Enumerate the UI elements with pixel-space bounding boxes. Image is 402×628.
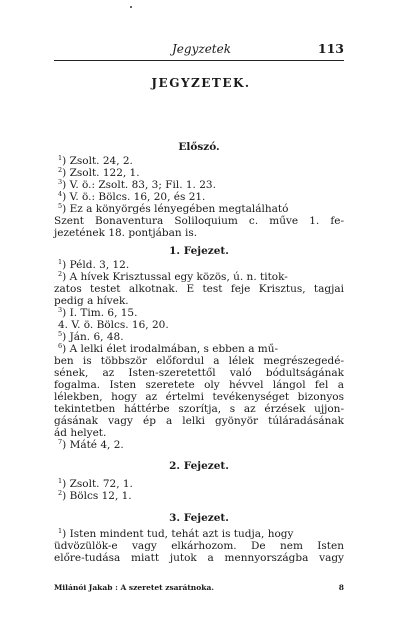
note-line: $^2$) A hívek Krisztussal egy közös, ú. n. titok-: [58, 270, 288, 283]
note-line: ben is többször előfordul a lélek megrészegedé-: [54, 355, 344, 367]
note-line: sének, az Isten-szeretettől való bódultságának: [54, 367, 344, 379]
note-line: gásának vagy ép a lelki gyönyör túláradásának: [54, 415, 344, 427]
note-line: $^1$) Zsolt. 24, 2.: [58, 154, 133, 167]
note-line: $^1$) Zsolt. 72, 1.: [58, 477, 133, 490]
section-heading-fejezet-2: 2. Fejezet.: [169, 460, 229, 472]
print-speck: [130, 6, 132, 8]
section-heading-eloszo: Előszó.: [178, 141, 220, 153]
note-line: lélekben, hogy az értelmi tevékenységet bizonyos: [54, 391, 344, 403]
page-number: 113: [317, 41, 344, 56]
note-line: $^1$) Isten mindent tud, tehát azt is tudja, hogy: [58, 527, 294, 540]
running-header: [54, 38, 344, 61]
footer-book-title: Milánói Jakab : A szeretet zsarátnoka.: [54, 583, 214, 592]
section-heading-fejezet-1: 1. Fejezet.: [169, 245, 229, 257]
note-line: üdvözülök-e vagy elkárhozom. De nem Isten: [54, 540, 344, 552]
note-line: ád helyet.: [54, 427, 107, 439]
header-title: Jegyzetek: [172, 42, 231, 56]
note-line: $^6$) A lelki élet irodalmában, s ebben a mű-: [58, 342, 279, 355]
section-heading-fejezet-3: 3. Fejezet.: [169, 512, 229, 524]
note-line: $^2$) Bölcs 12, 1.: [58, 489, 132, 502]
note-line: $^7$) Máté 4, 2.: [58, 438, 124, 451]
page-title: JEGYZETEK.: [151, 76, 251, 90]
note-line: Szent Bonaventura Soliloquium c. műve 1. fe-: [54, 215, 344, 227]
note-line: jezetének 18. pontjában is.: [54, 227, 198, 239]
signature-mark: 8: [338, 583, 344, 592]
note-line: előre-tudása miatt jutok a mennyországba vagy: [54, 552, 344, 564]
note-line: $^2$) Zsolt. 122, 1.: [58, 166, 140, 179]
note-line: zatos testet alkotnak. E test feje Krisztus, tagjai: [54, 283, 344, 295]
note-line: $^4$) V. ö.: Bölcs. 16, 20, és 21.: [58, 190, 206, 203]
note-line: 4. V. ö. Bölcs. 16, 20.: [58, 319, 169, 331]
note-line: $^3$) V. ö.: Zsolt. 83, 3; Fil. 1. 23.: [58, 178, 216, 191]
note-line: $^5$) Ján. 6, 48.: [58, 330, 124, 343]
note-line: $^1$) Péld. 3, 12.: [58, 258, 130, 271]
page-footer: [54, 583, 344, 592]
note-line: pedig a hívek.: [54, 295, 129, 307]
note-line: tekintetben háttérbe szorítja, s az érzések ujjon-: [54, 403, 344, 415]
note-line: fogalma. Isten szeretete oly hévvel lángol fel a: [54, 379, 344, 391]
note-line: $^3$) I. Tim. 6, 15.: [58, 306, 138, 319]
note-line: $^5$) Ez a könyörgés lényegében megtalálható: [58, 202, 289, 215]
